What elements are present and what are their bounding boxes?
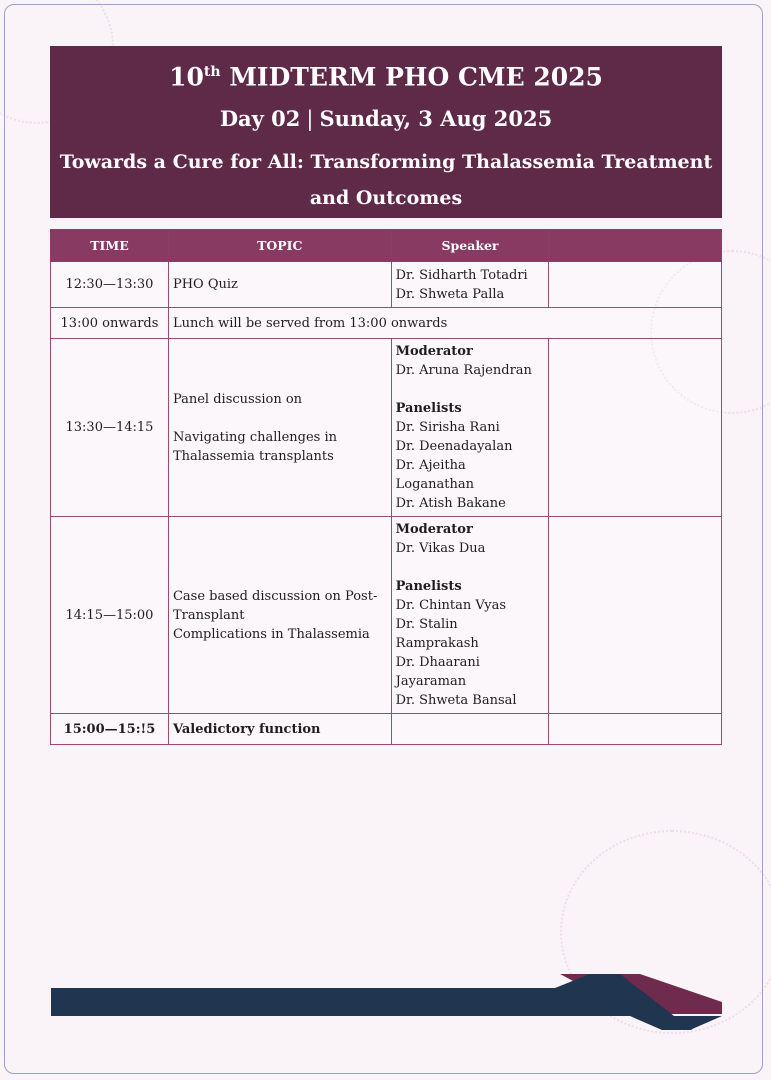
decorative-footer-band xyxy=(0,968,771,1038)
panelists-label: Panelists xyxy=(395,579,462,594)
table-header-row xyxy=(51,230,722,262)
row-extra xyxy=(549,517,722,714)
panelists-label: Panelists xyxy=(395,401,462,416)
row-topic: Panel discussion on Navigating challenges in Thalassemia transplants xyxy=(168,339,391,517)
row-time: 13:00 onwards xyxy=(51,308,169,339)
row-extra xyxy=(549,262,722,308)
row-extra xyxy=(549,339,722,517)
event-theme: Towards a Cure for All: Transforming Thalassemia Treatment and Outcomes xyxy=(59,151,713,210)
row-speakers: Moderator Dr. Aruna Rajendran Panelists Dr. Sirisha Rani Dr. Deenadayalan Dr. Ajeitha Loganathan Dr. Atish Bakane xyxy=(391,339,549,517)
row-time: 14:15—15:00 xyxy=(51,517,169,714)
row-time: 12:30—13:30 xyxy=(51,262,169,308)
schedule-table xyxy=(50,229,722,745)
row-topic: PHO Quiz xyxy=(168,262,391,308)
row-speakers xyxy=(391,714,549,745)
row-time: 13:30—14:15 xyxy=(51,339,169,517)
speaker-column-header: Speaker xyxy=(391,230,549,262)
row-topic: Case based discussion on Post- Transplant Complications in Thalassemia xyxy=(168,517,391,714)
row-speakers: Dr. Sidharth Totadri Dr. Shweta Palla xyxy=(391,262,549,308)
row-topic: Valedictory function xyxy=(168,714,391,745)
row-extra xyxy=(549,714,722,745)
topic-column-header: TOPIC xyxy=(168,230,391,262)
moderator-label: Moderator xyxy=(395,344,473,359)
table-row xyxy=(51,517,722,714)
row-topic: Lunch will be served from 13:00 onwards xyxy=(168,308,721,339)
table-row xyxy=(51,308,722,339)
extra-column-header xyxy=(549,230,722,262)
event-day-date: Day 02 | Sunday, 3 Aug 2025 xyxy=(219,106,553,132)
event-title: 10th MIDTERM PHO CME 2025 xyxy=(169,62,603,92)
table-row xyxy=(51,339,722,517)
navy-stripe xyxy=(51,974,692,1030)
table-row xyxy=(51,262,722,308)
event-header xyxy=(50,46,722,218)
moderator-label: Moderator xyxy=(395,522,473,537)
table-row xyxy=(51,714,722,745)
row-speakers: Moderator Dr. Vikas Dua Panelists Dr. Chintan Vyas Dr. Stalin Ramprakash Dr. Dhaarani Jayaraman Dr. Shweta Bansal xyxy=(391,517,549,714)
time-column-header: TIME xyxy=(51,230,169,262)
row-time: 15:00—15:!5 xyxy=(51,714,169,745)
